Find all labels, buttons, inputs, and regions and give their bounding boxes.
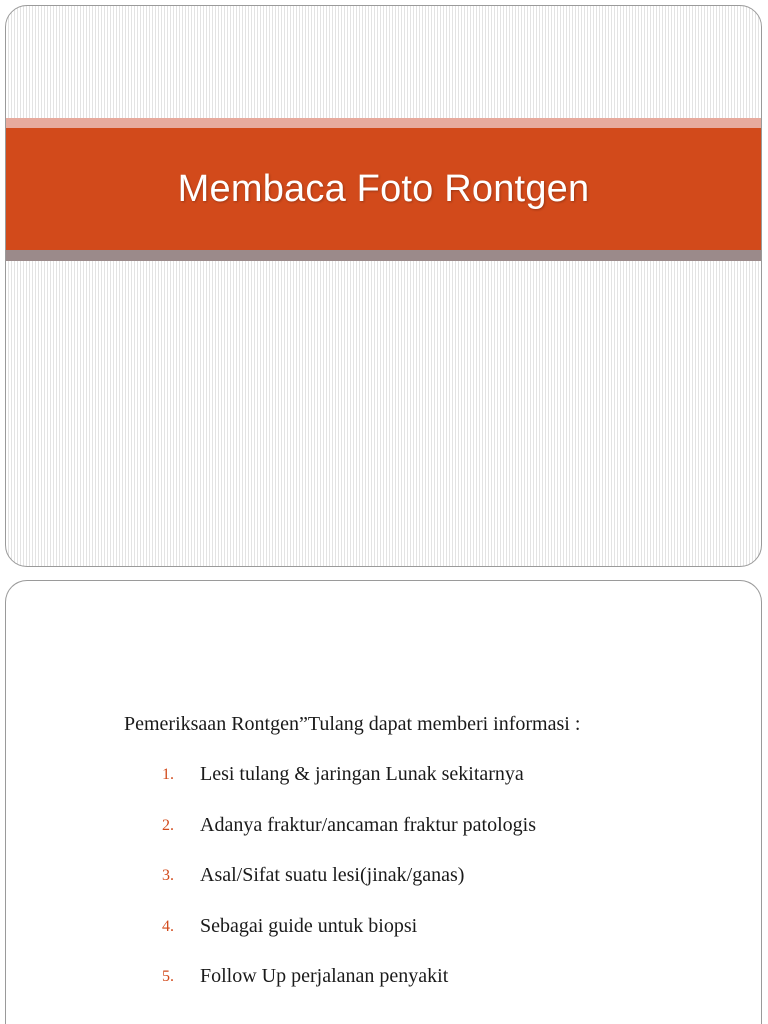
title-slide — [5, 5, 762, 567]
list-number: 1. — [162, 766, 174, 783]
list-number: 2. — [162, 816, 174, 834]
list-number: 4. — [162, 917, 174, 935]
content-slide — [5, 580, 762, 1024]
slide-title: Membaca Foto Rontgen — [177, 167, 590, 210]
list-number: 5. — [162, 968, 174, 985]
title-band — [6, 128, 761, 250]
list-number: 3. — [162, 867, 174, 884]
list-item-text: Sebagai guide untuk biopsi — [200, 914, 418, 937]
title-shadow-stripe — [6, 250, 761, 261]
intro-text: Pemeriksaan Rontgen”Tulang dapat memberi informasi : — [124, 713, 581, 735]
title-accent-stripe — [6, 118, 761, 128]
list-item-text: Adanya fraktur/ancaman fraktur patologis — [200, 813, 536, 836]
list-item-text: Asal/Sifat suatu lesi(jinak/ganas) — [200, 864, 465, 886]
list-item-text: Lesi tulang & jaringan Lunak sekitarnya — [200, 763, 524, 785]
list-item-text: Follow Up perjalanan penyakit — [200, 965, 449, 987]
